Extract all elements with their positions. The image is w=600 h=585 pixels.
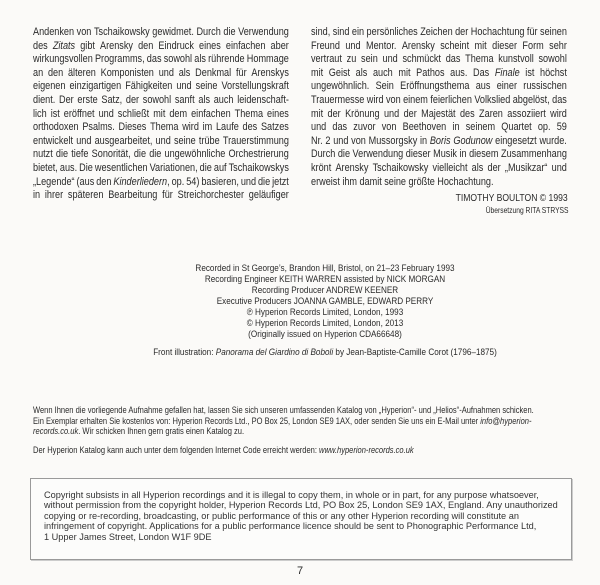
essay-word: feierlichen — [430, 93, 472, 106]
essay-word: bietet, — [33, 161, 58, 174]
essay-line — [311, 108, 567, 122]
essay-word: als — [355, 66, 368, 79]
essay-word: seinem — [465, 121, 496, 134]
front-illustration-credit — [49, 347, 600, 358]
essay-word: erweist — [311, 175, 340, 188]
essay-word: ein — [351, 26, 365, 38]
essay-word: schmückt — [402, 53, 441, 66]
essay-line — [311, 53, 567, 67]
essay-word: und — [382, 53, 398, 66]
essay-line — [311, 176, 567, 190]
credit-line: Recorded in St George’s, Brandon Hill, Bristol, on 21–23 February 1993 — [195, 263, 455, 274]
essay-word: Vorstellungskraft — [221, 80, 289, 93]
essay-word: des — [33, 39, 48, 52]
essay-word: des — [459, 107, 475, 120]
essay-word: Musik — [433, 148, 457, 161]
essay-word: und — [383, 107, 400, 120]
essay-word: Kinderliedern, — [113, 175, 170, 188]
essay-word: der — [327, 107, 341, 120]
essay-word: das — [332, 121, 348, 134]
essay-word: seine — [195, 80, 218, 93]
essay-word: mit — [311, 66, 324, 79]
essay-word: eingesetzt — [495, 134, 537, 147]
credit-line: © Hyperion Records Limited, London, 2013 — [246, 318, 404, 329]
essay-word: wirkungsvollen — [33, 53, 93, 66]
essay-line — [33, 80, 289, 94]
essay-word: den — [96, 175, 112, 188]
essay-word: Der — [59, 93, 74, 106]
essay-word: orthodoxen — [33, 121, 79, 134]
essay-word: „Musikzar“ — [504, 161, 548, 174]
essay-word: „Legende“ — [33, 175, 75, 188]
essay-word: Eindruck — [158, 39, 194, 52]
essay-word: und — [551, 161, 567, 174]
email-link[interactable]: info@hyperion- — [480, 415, 532, 426]
copyright-line: without permission from the copyright holder, Hyperion Records Ltd, PO Box 25, London SE9 1AX, England. Any unauthorized — [44, 500, 558, 511]
essay-word: seine — [384, 175, 407, 188]
credit-line: ℗ Hyperion Records Limited, London, 1993 — [246, 307, 404, 318]
essay-word: op. — [537, 121, 551, 134]
essay-word: geläufiger — [248, 189, 289, 202]
essay-word: ist — [50, 107, 60, 120]
essay-word: das — [445, 53, 461, 66]
essay-word: sind, — [311, 26, 331, 38]
essay-word: Sein — [375, 80, 394, 93]
essay-word: das — [552, 93, 567, 106]
essay-line — [33, 26, 289, 40]
essay-word: Arenskys — [251, 66, 289, 79]
essay-word: sanft — [174, 93, 195, 106]
essay-line — [311, 26, 567, 40]
essay-word: Variationen, — [149, 161, 198, 174]
essay-line — [33, 94, 289, 108]
essay-word: die — [199, 161, 212, 174]
essay-word: Trauerstimmung — [222, 134, 289, 147]
essay-word: mit — [153, 107, 166, 120]
illustration-prefix: Front illustration: — [153, 347, 216, 358]
essay-line — [33, 108, 289, 122]
essay-line — [311, 80, 567, 94]
essay-word: Thema — [465, 53, 494, 66]
essay-word: Satz, — [101, 93, 123, 106]
essay-word: 54) — [186, 175, 200, 188]
essay-word: der — [125, 93, 140, 106]
essay-word: und — [98, 107, 114, 120]
essay-word: die — [133, 148, 147, 161]
essay-word: Trauermesse — [311, 93, 365, 106]
essay-word: Mussorgsky — [368, 134, 418, 147]
essay-word: die — [55, 148, 69, 161]
essay-word: Streichorchester — [177, 189, 245, 202]
essay-word: Andenken — [33, 26, 75, 38]
essay-word: Thema — [234, 107, 264, 120]
essay-word: sowohl — [142, 93, 172, 106]
essay-word: von — [351, 134, 366, 147]
essay-word: Krönung — [345, 107, 380, 120]
essay-word: vertraut — [311, 53, 342, 66]
essay-word: abgelöst, — [512, 93, 550, 106]
essay-word: sind — [332, 26, 350, 38]
essay-word: eröffnet — [63, 107, 95, 120]
essay-word: älteren — [67, 66, 96, 79]
essay-word: mit — [474, 39, 487, 52]
essay-word: Beethoven — [402, 121, 447, 134]
essay-word: als — [471, 161, 484, 174]
author-signature: TIMOTHY BOULTON © 1993 — [455, 192, 568, 204]
essay-word: die — [337, 148, 351, 161]
essay-word: Tschaikowsky — [372, 161, 429, 174]
essay-word: seine — [173, 134, 196, 147]
essay-word: Hommage — [246, 53, 289, 66]
essay-word: ungewöhnlich. — [311, 80, 370, 93]
essay-word: in — [452, 121, 460, 134]
essay-word: entwickelt — [33, 134, 74, 147]
essay-word: für — [162, 189, 173, 202]
essay-word: als — [178, 66, 191, 79]
essay-word: wird — [550, 107, 567, 120]
essay-word: dem — [169, 107, 188, 120]
essay-word: Die — [79, 161, 93, 174]
essay-word: Zusammenhang — [501, 148, 567, 161]
essay-word: Psalms. — [82, 121, 115, 134]
essay-word: ungewöhnliche — [164, 148, 226, 161]
essay-word: Geist — [328, 66, 351, 79]
essay-word: (aus — [76, 175, 95, 188]
essay-word: und — [158, 66, 174, 79]
illustration-title: Panorama del Giardino di Boboli — [215, 347, 334, 358]
essay-line — [311, 40, 567, 54]
essay-word: ihrer — [44, 189, 64, 202]
email-link-continued[interactable]: records.co.uk — [33, 426, 79, 437]
notice-line — [33, 426, 574, 437]
essay-word: mit — [398, 66, 411, 79]
essay-word: des — [242, 121, 258, 134]
essay-line — [33, 148, 289, 162]
essay-word: gewidmet. — [152, 26, 194, 38]
essay-word: sowohl — [538, 53, 567, 66]
essay-word: Durch — [196, 26, 221, 38]
essay-word: Mentor. — [365, 39, 397, 52]
essay-word: späteren — [67, 189, 104, 202]
essay-column-left — [33, 26, 289, 203]
essay-word: größte — [408, 175, 435, 188]
copyright-line: infringement of copyright. Applications for a public performance licence should be sent to Phonographic Performance Ltd, — [44, 521, 537, 532]
recording-credits — [49, 263, 600, 358]
essay-word: Hochachtung — [470, 26, 525, 38]
essay-column-right — [311, 26, 567, 189]
notice-line — [33, 445, 574, 456]
essay-word: und — [345, 39, 361, 52]
essay-word: jetzt — [272, 175, 289, 188]
essay-word: einer — [496, 80, 517, 93]
essay-word: Hochachtung. — [437, 175, 494, 188]
essay-word: tiefe — [71, 148, 89, 161]
essay-word: aber — [270, 39, 289, 52]
essay-word: wird — [182, 121, 199, 134]
essay-word: zuvor — [353, 121, 376, 134]
essay-word: Volkslied — [474, 93, 511, 106]
credit-line: Recording Producer ANDREW KEENER — [251, 285, 399, 296]
essay-word: russischen — [523, 80, 567, 93]
translator-credit: Übersetzung RITA STRYSS — [485, 205, 568, 215]
essay-word: op. — [171, 175, 185, 188]
essay-word: basieren, — [201, 175, 239, 188]
essay-word: Bearbeitung — [108, 189, 158, 202]
essay-line — [311, 121, 567, 135]
essay-word: einzigartigen — [69, 80, 122, 93]
essay-word: Eröffnungsthema — [400, 80, 470, 93]
credit-line: (Originally issued on Hyperion CDA66648) — [248, 329, 402, 340]
essay-word: auch — [372, 66, 393, 79]
essay-word: sehr — [549, 39, 567, 52]
essay-line — [33, 189, 289, 203]
essay-word: lich — [33, 107, 47, 120]
essay-word: dient. — [33, 93, 56, 106]
essay-word: und — [333, 134, 349, 147]
page-number: 7 — [297, 565, 304, 577]
essay-word: Arensky — [401, 39, 435, 52]
essay-word: rührende — [208, 53, 245, 66]
essay-word: 59 — [556, 121, 567, 134]
essay-word: Godunow — [453, 134, 493, 147]
essay-word: wesentlichen — [94, 161, 148, 174]
essay-word: und — [76, 134, 92, 147]
essay-word: wurde. — [539, 134, 567, 147]
essay-word: zu — [346, 53, 357, 66]
essay-word: Quartet — [501, 121, 532, 134]
essay-word: Programms, — [94, 53, 145, 66]
essay-word: ausgearbeitet, — [94, 134, 153, 147]
essay-word: vielleicht — [432, 161, 468, 174]
essay-word: Verwendung — [238, 26, 289, 38]
essay-word: als — [194, 53, 206, 66]
essay-line — [33, 40, 289, 54]
notice-line — [33, 416, 574, 427]
essay-word: diesem — [469, 148, 499, 161]
essay-word: den — [47, 66, 64, 79]
essay-word: für — [526, 26, 538, 38]
essay-word: nutzt — [33, 148, 53, 161]
essay-word: im — [202, 121, 213, 134]
essay-word: wird — [366, 93, 384, 106]
essay-word: Satzes — [260, 121, 289, 134]
essay-word: trübe — [198, 134, 220, 147]
illustration-suffix: by Jean-Baptiste-Camille Corot (1796–1875) — [333, 347, 497, 358]
essay-line — [33, 121, 289, 135]
essay-word: das — [146, 53, 162, 66]
essay-word: erste — [77, 93, 98, 106]
essay-word: Orchestrierung — [228, 148, 289, 161]
essay-word: schließt — [117, 107, 150, 120]
essay-word: scheint — [440, 39, 470, 52]
copyright-box — [30, 478, 572, 560]
essay-word: ist — [525, 66, 535, 79]
essay-word: krönt — [311, 161, 332, 174]
essay-word: auf — [213, 161, 227, 174]
essay-word: für — [235, 66, 247, 79]
essay-word: Durch — [311, 148, 336, 161]
essay-word: höchst — [540, 66, 567, 79]
essay-word: mit — [311, 107, 324, 120]
essay-word: von — [76, 26, 92, 38]
essay-word: seinen — [540, 26, 567, 38]
essay-word: der — [403, 107, 417, 120]
essay-line — [311, 94, 567, 108]
essay-word: Pathos — [416, 66, 445, 79]
notice-text: Der Hyperion Katalog kann auch unter dem folgenden Internet Code erreicht werden: — [33, 444, 320, 455]
essay-word: aus. — [450, 66, 468, 79]
essay-word: an — [33, 66, 44, 79]
website-link[interactable]: www.hyperion-records.co.uk — [319, 444, 414, 455]
essay-word: als — [198, 93, 211, 106]
essay-word: Zeichen — [420, 26, 453, 38]
essay-word: Tschaikowskys — [228, 161, 289, 174]
essay-line — [311, 148, 567, 162]
essay-word: in — [459, 148, 467, 161]
essay-word: Zitats — [52, 39, 76, 52]
copyright-line: Copyright subsists in all Hyperion recordings and it is illegal to copy them, in whole or in part, for any purpose whatsoever, — [44, 490, 539, 500]
essay-word: in — [33, 189, 41, 202]
essay-word: den — [138, 39, 154, 52]
essay-word: eines — [267, 107, 289, 120]
essay-word: Komponisten — [100, 66, 154, 79]
essay-line — [33, 67, 289, 81]
credit-line: Executive Producers JOANNA GAMBLE, EDWARD PERRY — [216, 296, 434, 307]
essay-word: einfachen — [191, 107, 231, 120]
essay-word: Dieses — [118, 121, 147, 134]
essay-word: und — [155, 134, 171, 147]
essay-word: der — [487, 161, 501, 174]
essay-word: 2 — [325, 134, 331, 147]
essay-word: eigenen — [33, 80, 66, 93]
essay-word: ihm — [342, 175, 358, 188]
essay-word: und — [240, 175, 257, 188]
essay-word: der — [455, 26, 469, 38]
essay-word: Nr. — [311, 134, 323, 147]
essay-word: Denkmal — [195, 66, 232, 79]
essay-word: Sonorität, — [91, 148, 131, 161]
essay-line — [311, 67, 567, 81]
essay-word: die — [257, 175, 271, 188]
essay-word: und — [176, 80, 192, 93]
essay-word: Arensky — [100, 39, 133, 52]
essay-line — [311, 135, 567, 149]
copyright-line: 1 Upper James Street, London W1F 9DE — [44, 531, 212, 542]
notice-text: Ein Exemplar erhalten Sie kostenlos von: Hyperion Records Ltd., PO Box 25, London SE9 1AX, oder senden Sie uns ein E-Mail unter — [33, 415, 481, 426]
essay-word: von — [385, 93, 401, 106]
credit-line: Recording Engineer KEITH WARREN assisted by NICK MORGAN — [204, 274, 446, 285]
essay-word: sein — [361, 53, 378, 66]
essay-line — [311, 162, 567, 176]
essay-word: sowohl — [163, 53, 193, 66]
essay-word: Form — [522, 39, 544, 52]
essay-word: assoziiert — [507, 107, 546, 120]
essay-word: aus — [475, 80, 491, 93]
notice-line: Wenn Ihnen die vorliegende Aufnahme gefallen hat, lassen Sie sich unseren umfassenden Katalog von „Hyperion“- und „Helios“-Aufnahmen schicken. — [33, 405, 534, 415]
essay-word: Das — [473, 66, 490, 79]
essay-word: in — [419, 134, 428, 147]
essay-word: eines — [198, 39, 221, 52]
essay-word: Zaren — [479, 107, 503, 120]
copyright-line: copying or re-recording, broadcasting, or public performance of this or any other Hyperion recording will constitute an — [44, 510, 519, 521]
essay-word: dieser — [492, 39, 517, 52]
essay-word: Boris — [429, 134, 451, 147]
essay-word: Majestät — [421, 107, 456, 120]
essay-line — [33, 162, 289, 176]
notice-text: . Wir schicken Ihnen gern gratis einen Katalog zu. — [78, 426, 245, 437]
essay-word: Finale — [494, 66, 520, 79]
essay-word: Tschaikowsky — [93, 26, 150, 38]
essay-word: einfachen — [225, 39, 266, 52]
essay-word: Laufe — [215, 121, 239, 134]
essay-word: damit — [359, 175, 382, 188]
essay-line — [33, 53, 289, 67]
essay-word: kunstvoll — [498, 53, 534, 66]
essay-word: die — [223, 26, 236, 38]
essay-word: leidenschaft- — [237, 93, 289, 106]
essay-word: Verwendung — [352, 148, 404, 161]
catalogue-notice — [33, 405, 574, 455]
essay-line — [33, 135, 289, 149]
essay-word: von — [381, 121, 397, 134]
essay-word: persönliches — [366, 26, 418, 38]
essay-word: auch — [213, 93, 234, 106]
essay-word: einem — [403, 93, 428, 106]
essay-word: aus. — [59, 161, 78, 174]
essay-word: Fähigkeiten — [125, 80, 173, 93]
essay-word: gibt — [80, 39, 95, 52]
essay-word: Arensky — [335, 161, 369, 174]
essay-word: dieser — [405, 148, 431, 161]
essay-word: Thema — [150, 121, 179, 134]
essay-line — [33, 176, 289, 190]
essay-word: Freund — [311, 39, 340, 52]
essay-word: und — [311, 121, 327, 134]
essay-word: die — [149, 148, 162, 161]
